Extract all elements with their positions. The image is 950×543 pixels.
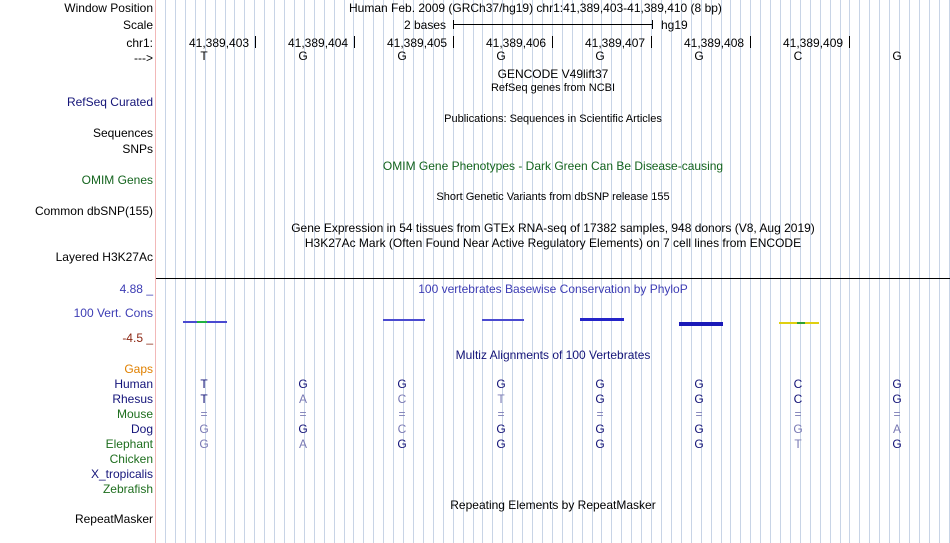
phylop-max-label: 4.88 _	[119, 282, 153, 296]
species-label-human[interactable]: Human	[114, 377, 153, 391]
alignment-base: G	[892, 377, 902, 391]
alignment-base: G	[595, 392, 605, 406]
alignment-base: G	[793, 422, 803, 436]
species-label-rhesus[interactable]: Rhesus	[112, 392, 153, 406]
cons-mark	[797, 322, 805, 324]
cons-mark	[580, 318, 624, 321]
alignment-base: A	[298, 437, 307, 451]
alignment-base: G	[595, 437, 605, 451]
sequence-base: G	[298, 49, 308, 63]
window-position-value[interactable]: Human Feb. 2009 (GRCh37/hg19) chr1:41,389,403-41,389,410 (8 bp)	[349, 1, 722, 15]
publications-track-title: Publications: Sequences in Scientific Articles	[444, 113, 662, 125]
position-tick-label: 41,389,409	[783, 36, 844, 50]
repeatmasker-track-title: Repeating Elements by RepeatMasker	[450, 498, 656, 512]
position-tick-label: 41,389,407	[585, 36, 646, 50]
position-tick	[750, 36, 751, 48]
dbsnp-track-label[interactable]: Common dbSNP(155)	[34, 204, 153, 218]
gaps-track-label[interactable]: Gaps	[124, 362, 153, 376]
alignment-base: G	[199, 422, 209, 436]
alignment-base: =	[398, 407, 406, 421]
species-label-chicken[interactable]: Chicken	[109, 452, 153, 466]
alignment-base: G	[199, 437, 209, 451]
position-tick-label: 41,389,403	[189, 36, 250, 50]
gencode-track-title[interactable]: GENCODE V49lift37	[497, 67, 609, 81]
position-tick	[453, 36, 454, 48]
alignment-base: =	[596, 407, 604, 421]
alignment-base: C	[793, 392, 803, 406]
h3k27ac-track-label[interactable]: Layered H3K27Ac	[55, 250, 153, 264]
species-label-x_tropicalis[interactable]: X_tropicalis	[90, 467, 153, 481]
alignment-base: =	[893, 407, 901, 421]
alignment-base: G	[397, 377, 407, 391]
alignment-base: T	[200, 377, 208, 391]
cons-mark	[383, 319, 425, 321]
scale-bar	[453, 24, 652, 25]
sequences-track-label[interactable]: Sequences	[92, 126, 153, 140]
sequence-base: T	[200, 49, 208, 63]
alignment-base: G	[397, 437, 407, 451]
h3k27ac-track-title: H3K27Ac Mark (Often Found Near Active Regulatory Elements) on 7 cell lines from ENCODE	[304, 236, 802, 250]
alignment-base: C	[397, 422, 407, 436]
alignment-base: G	[595, 422, 605, 436]
alignment-base: =	[497, 407, 505, 421]
sequence-base: C	[793, 49, 803, 63]
position-tick	[255, 36, 256, 48]
position-tick-label: 41,389,405	[387, 36, 448, 50]
alignment-base: =	[794, 407, 802, 421]
refseq-track-subtitle: RefSeq genes from NCBI	[490, 82, 616, 94]
window-position-label: Window Position	[64, 1, 153, 15]
alignment-base: G	[496, 377, 506, 391]
position-tick-label: 41,389,404	[288, 36, 349, 50]
sequence-base: G	[694, 49, 704, 63]
alignment-base: =	[299, 407, 307, 421]
alignment-base: G	[892, 392, 902, 406]
position-tick	[651, 36, 652, 48]
alignment-base: G	[694, 377, 704, 391]
species-label-mouse[interactable]: Mouse	[116, 407, 153, 421]
phylop-min-label: -4.5 _	[122, 331, 153, 345]
alignment-base: G	[496, 437, 506, 451]
scale-label: Scale	[122, 18, 153, 32]
alignment-base: G	[595, 377, 605, 391]
phylop-track-title: 100 vertebrates Basewise Conservation by PhyloP	[418, 282, 688, 296]
dbsnp-track-title: Short Genetic Variants from dbSNP release 155	[436, 191, 670, 203]
alignment-base: T	[497, 392, 505, 406]
scale-value: 2 bases	[404, 18, 447, 32]
alignment-base: C	[397, 392, 407, 406]
position-tick-label: 41,389,408	[684, 36, 745, 50]
sequence-base: G	[397, 49, 407, 63]
sequence-base: G	[892, 49, 902, 63]
alignment-base: G	[298, 377, 308, 391]
alignment-base: G	[694, 437, 704, 451]
cons-track-label[interactable]: 100 Vert. Cons	[73, 306, 153, 320]
alignment-base: C	[793, 377, 803, 391]
sequence-base: G	[496, 49, 506, 63]
omim-track-title: OMIM Gene Phenotypes - Dark Green Can Be Disease-causing	[382, 159, 724, 173]
alignment-base: G	[694, 392, 704, 406]
sequence-base: G	[595, 49, 605, 63]
position-tick	[849, 36, 850, 48]
species-label-zebrafish[interactable]: Zebrafish	[102, 482, 153, 496]
strand-label: --->	[134, 51, 153, 65]
omim-track-label[interactable]: OMIM Genes	[81, 173, 153, 187]
alignment-base: A	[892, 422, 901, 436]
cons-mark	[482, 319, 524, 321]
position-tick	[552, 36, 553, 48]
chrom-label: chr1:	[126, 36, 153, 50]
cons-mark	[197, 321, 207, 323]
position-tick-label: 41,389,406	[486, 36, 547, 50]
species-label-dog[interactable]: Dog	[130, 422, 153, 436]
alignment-base: =	[200, 407, 208, 421]
alignment-base: G	[694, 422, 704, 436]
species-label-elephant[interactable]: Elephant	[105, 437, 153, 451]
multiz-track-title: Multiz Alignments of 100 Vertebrates	[455, 348, 651, 362]
alignment-base: T	[200, 392, 208, 406]
track-separator	[156, 278, 950, 279]
scale-assembly: hg19	[661, 18, 688, 32]
scale-bar-right-cap	[652, 20, 653, 29]
repeatmasker-track-label[interactable]: RepeatMasker	[74, 512, 153, 526]
refseq-track-label[interactable]: RefSeq Curated	[66, 95, 153, 109]
gtex-track-title: Gene Expression in 54 tissues from GTEx RNA-seq of 17382 samples, 948 donors (V8, Aug 2019)	[291, 221, 815, 235]
alignment-base: G	[496, 422, 506, 436]
alignment-base: G	[892, 437, 902, 451]
alignment-base: A	[298, 392, 307, 406]
cons-mark	[679, 322, 723, 326]
alignment-base: =	[695, 407, 703, 421]
snps-track-label[interactable]: SNPs	[122, 142, 153, 156]
alignment-base: G	[298, 422, 308, 436]
position-tick	[354, 36, 355, 48]
alignment-base: T	[794, 437, 802, 451]
